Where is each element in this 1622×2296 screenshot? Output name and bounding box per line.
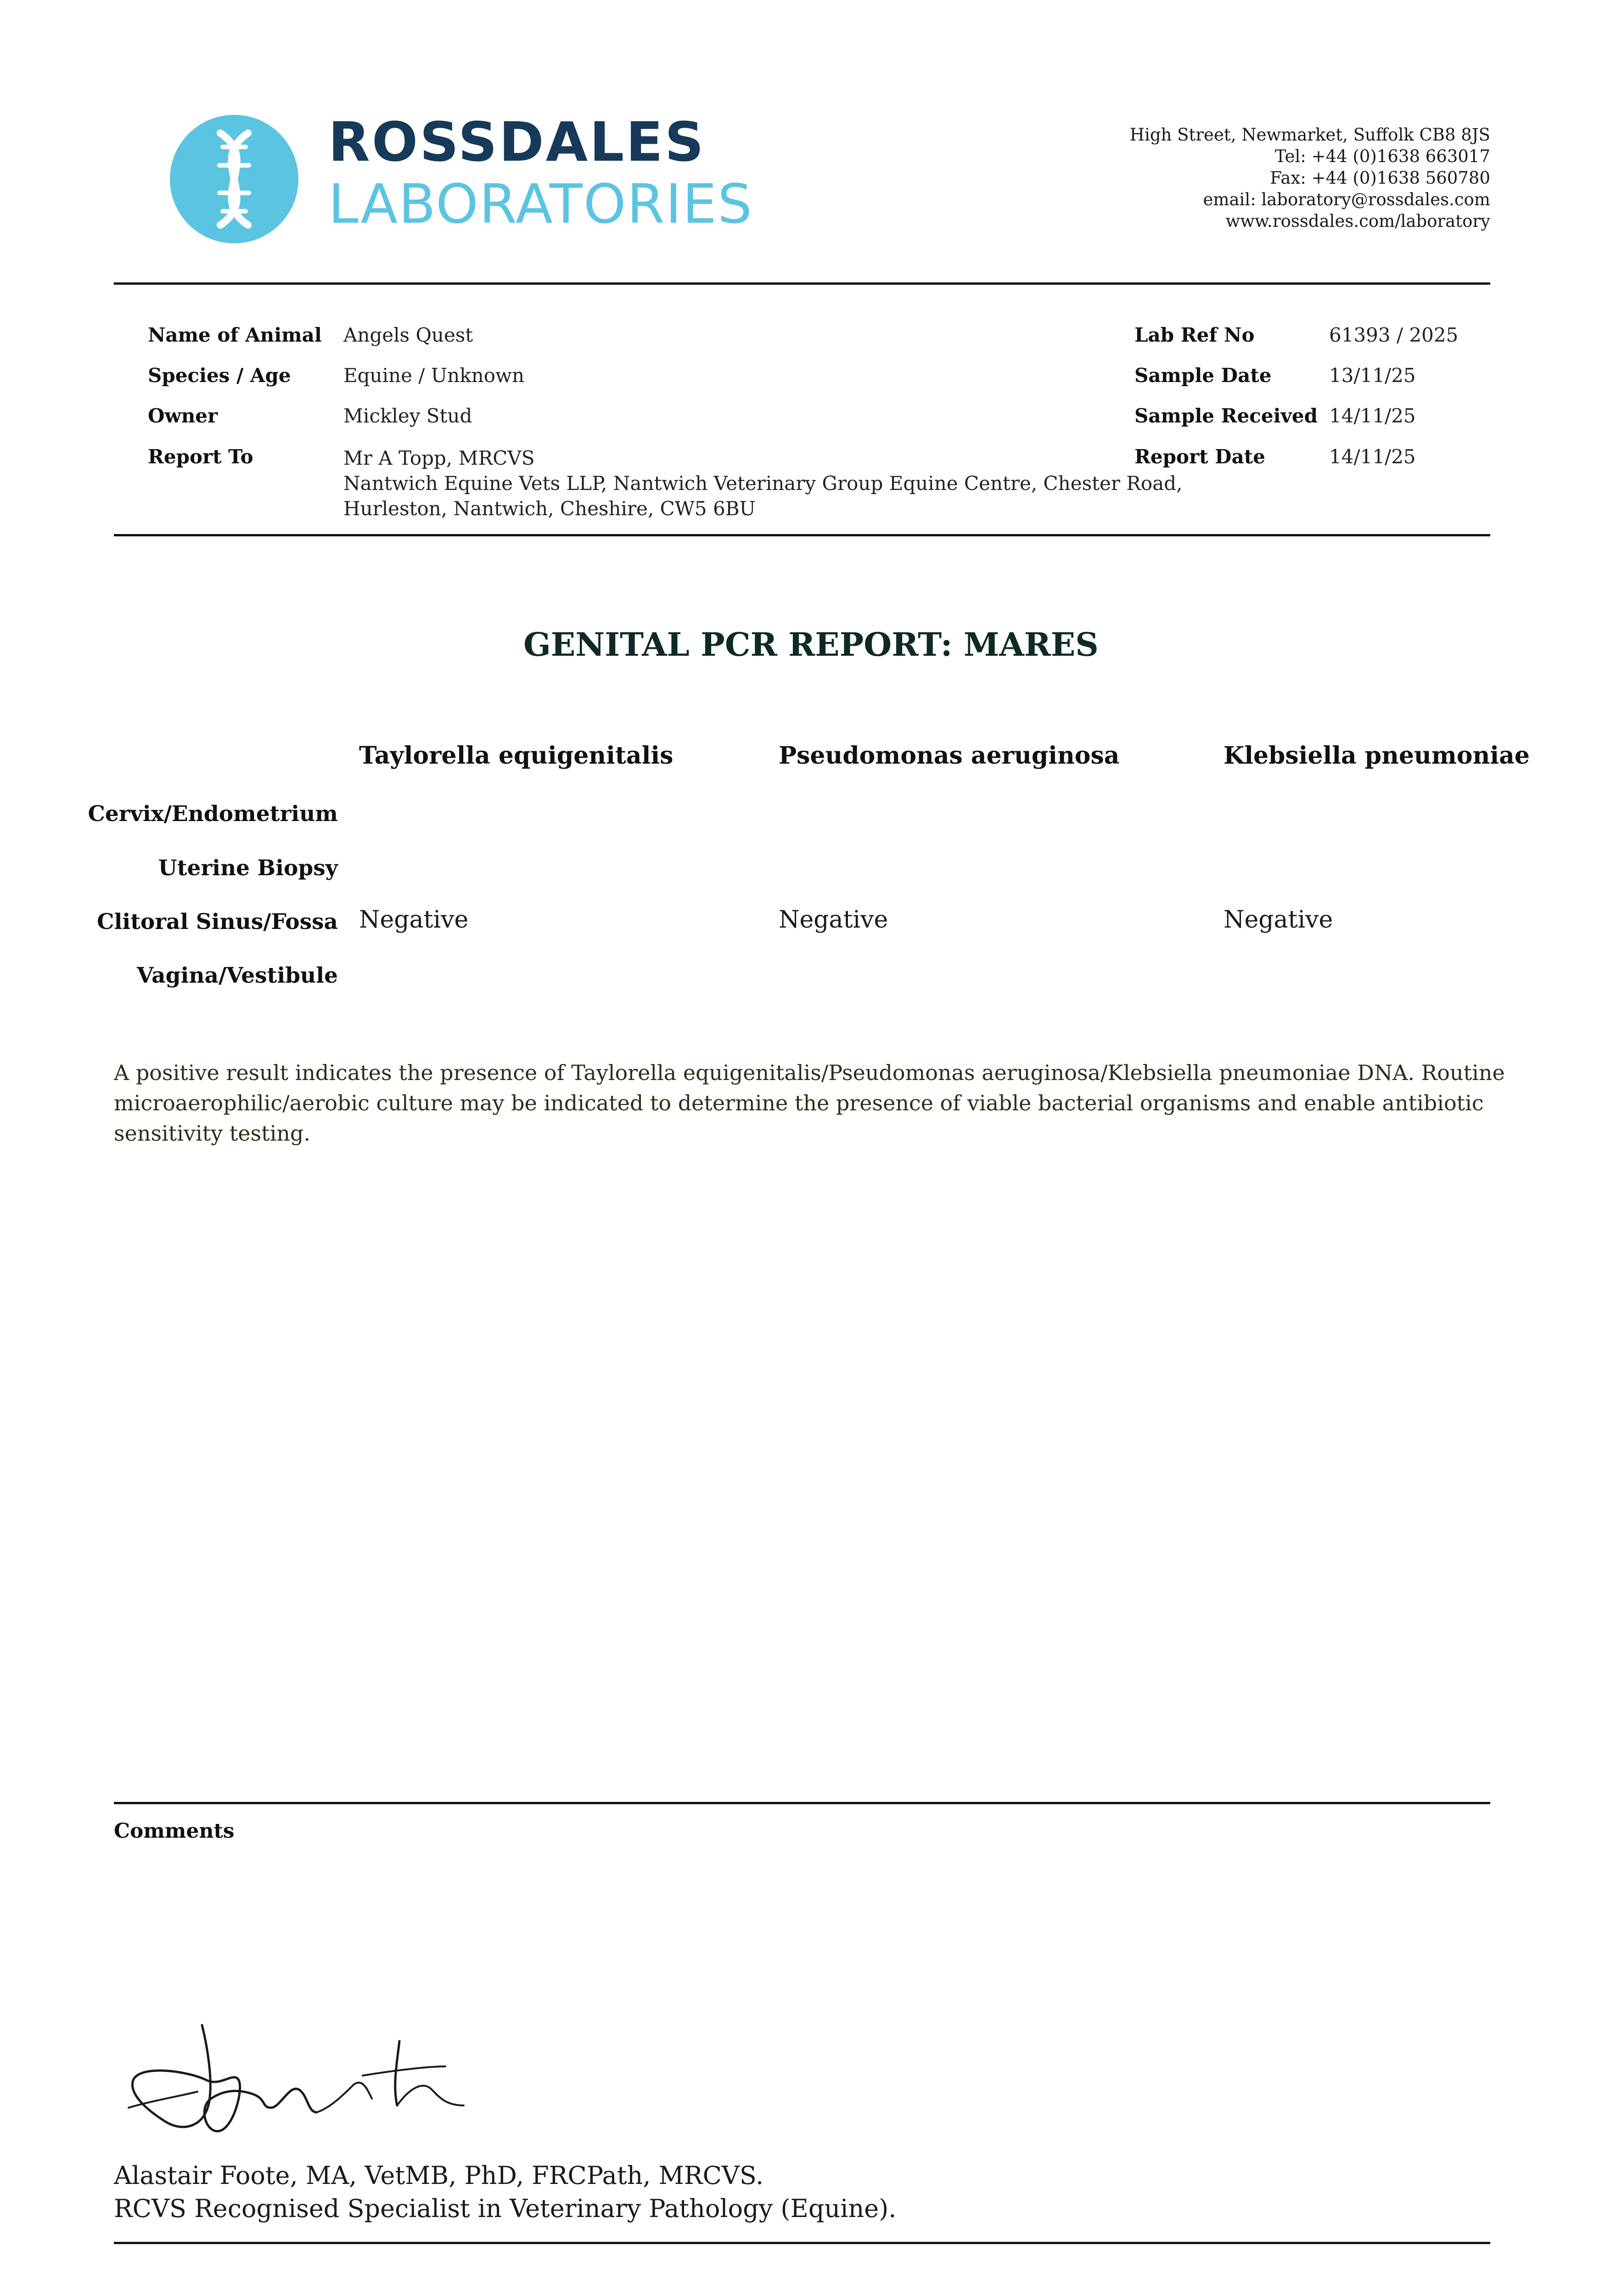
label-owner: Owner [148, 405, 218, 427]
footer-divider [114, 2242, 1490, 2244]
address-fax: Fax: +44 (0)1638 560780 [1270, 168, 1490, 188]
value-lab-ref: 61393 / 2025 [1329, 324, 1459, 346]
label-lab-ref: Lab Ref No [1134, 324, 1255, 346]
dna-helix-icon [170, 115, 298, 243]
info-divider [114, 534, 1490, 536]
logo-mark [170, 115, 298, 243]
row-label-vagina-vestibule: Vagina/Vestibule [137, 963, 338, 988]
value-report-date: 14/11/25 [1329, 445, 1416, 468]
column-header-taylorella: Taylorella equigenitalis [359, 742, 673, 770]
logo-text-rossdales: ROSSDALES [328, 110, 706, 174]
report-to-line: Mr A Topp, MRCVS [343, 447, 535, 469]
value-report-to [343, 445, 1182, 521]
label-sample-received: Sample Received [1134, 405, 1318, 427]
label-report-date: Report Date [1134, 445, 1265, 468]
address-email: email: laboratory@rossdales.com [1203, 190, 1490, 209]
signer-name: Alastair Foote, MA, VetMB, PhD, FRCPath, MRCVS. [114, 2161, 764, 2190]
value-sample-received: 14/11/25 [1329, 405, 1416, 427]
value-sample-date: 13/11/25 [1329, 364, 1416, 387]
header-divider [114, 282, 1490, 285]
address-street: High Street, Newmarket, Suffolk CB8 8JS [1129, 125, 1490, 145]
label-species-age: Species / Age [148, 364, 291, 387]
label-sample-date: Sample Date [1134, 364, 1272, 387]
logo-text-laboratories: LABORATORIES [328, 172, 753, 236]
comments-divider [114, 1802, 1490, 1804]
address-tel: Tel: +44 (0)1638 663017 [1274, 146, 1490, 166]
signer-details [114, 2159, 896, 2225]
row-label-clitoral-sinus-fossa: Clitoral Sinus/Fossa [97, 909, 338, 934]
row-label-uterine-biopsy: Uterine Biopsy [158, 855, 338, 881]
signature-image [115, 2016, 482, 2142]
report-to-line: Hurleston, Nantwich, Cheshire, CW5 6BU [343, 497, 756, 520]
comments-label: Comments [114, 1819, 235, 1843]
result-clitoral-klebsiella: Negative [1224, 906, 1333, 934]
note-line: A positive result indicates the presence of Taylorella equigenitalis/Pseudomonas aeruginosa/Klebsiella pneumoniae DNA. Routine [114, 1060, 1505, 1085]
interpretation-note [114, 1058, 1505, 1148]
signer-title: RCVS Recognised Specialist in Veterinary Pathology (Equine). [114, 2194, 897, 2223]
note-line: sensitivity testing. [114, 1121, 310, 1146]
label-report-to: Report To [148, 445, 253, 468]
value-owner: Mickley Stud [343, 405, 472, 427]
row-label-cervix-endometrium: Cervix/Endometrium [88, 801, 338, 827]
result-clitoral-pseudomonas: Negative [779, 906, 888, 934]
label-animal-name: Name of Animal [148, 324, 322, 346]
value-species-age: Equine / Unknown [343, 364, 525, 387]
column-header-pseudomonas: Pseudomonas aeruginosa [779, 742, 1120, 770]
report-to-line: Nantwich Equine Vets LLP, Nantwich Veterinary Group Equine Centre, Chester Road, [343, 472, 1183, 495]
address-website: www.rossdales.com/laboratory [1225, 211, 1490, 231]
result-clitoral-taylorella: Negative [359, 906, 469, 934]
report-title: GENITAL PCR REPORT: MARES [523, 625, 1099, 664]
lab-address [1130, 124, 1490, 232]
value-animal-name: Angels Quest [343, 324, 473, 346]
note-line: microaerophilic/aerobic culture may be indicated to determine the presence of viable bacterial organisms and enable antibiotic [114, 1091, 1484, 1115]
column-header-klebsiella: Klebsiella pneumoniae [1224, 742, 1530, 770]
